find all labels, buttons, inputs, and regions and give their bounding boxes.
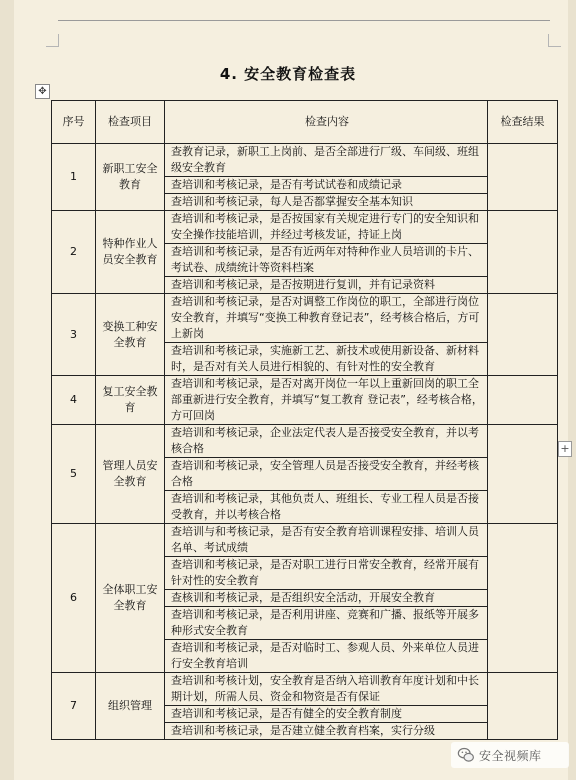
page-gutter-right <box>568 0 576 780</box>
table-row <box>52 425 558 458</box>
cell-content[interactable]: 查培训和考核记录，实施新工艺、新技术或使用新设备、新材料时，是否对有关人员进行相貌的、有针对性的安全教育 <box>165 343 488 376</box>
cell-result[interactable] <box>488 524 558 673</box>
table-row <box>52 294 558 343</box>
table-row <box>52 211 558 244</box>
cell-item[interactable]: 特种作业人员安全教育 <box>96 211 165 294</box>
cell-content[interactable]: 查培训和考核记录，企业法定代表人是否接受安全教育，并以考核合格 <box>165 425 488 458</box>
cell-content[interactable]: 查培训和考核记录，是否对职工进行日常安全教育，经常开展有针对性的安全教育 <box>165 557 488 590</box>
cell-result[interactable] <box>488 211 558 294</box>
header-no[interactable]: 序号 <box>52 101 96 144</box>
table-body <box>52 144 558 740</box>
inspection-table <box>51 100 558 740</box>
document-title: 4. 安全教育检查表 <box>219 65 357 83</box>
cell-content[interactable]: 查培训和考核记录，是否按国家有关规定进行专门的安全知识和安全操作技能培训，并经过考核发证，持证上岗 <box>165 211 488 244</box>
table-move-handle-icon[interactable]: ✥ <box>35 84 50 99</box>
cell-no[interactable]: 1 <box>52 144 96 211</box>
cell-item[interactable]: 新职工安全教育 <box>96 144 165 211</box>
table-row <box>52 376 558 425</box>
cell-no[interactable]: 3 <box>52 294 96 376</box>
cell-result[interactable] <box>488 673 558 740</box>
cell-content[interactable]: 查培训和考核记录，是否按期进行复训，并有记录资料 <box>165 277 488 294</box>
cell-content[interactable]: 查培训和考核记录，其他负责人、班组长、专业工程人员是否接受教育，并以考核合格 <box>165 491 488 524</box>
cell-item[interactable]: 组织管理 <box>96 673 165 740</box>
margin-corner-mark <box>548 34 561 47</box>
cell-content[interactable]: 查培训和考核记录，是否利用讲座、竞赛和广播、报纸等开展多种形式安全教育 <box>165 607 488 640</box>
cell-content[interactable]: 查培训和考核记录，是否对临时工、参观人员、外来单位人员进行安全教育培训 <box>165 640 488 673</box>
cell-content[interactable]: 查培训和考核记录，是否对离开岗位一年以上重新回岗的职工全部重新进行安全教育，并填写“复工教育 登记表”，经考核合格，方可回岗 <box>165 376 488 425</box>
cell-content[interactable]: 查培训和考核记录，是否有健全的安全教育制度 <box>165 706 488 723</box>
cell-content[interactable]: 查培训和考核记录，安全管理人员是否接受安全教育，并经考核合格 <box>165 458 488 491</box>
margin-corner-mark <box>46 34 59 47</box>
cell-item[interactable]: 全体职工安全教育 <box>96 524 165 673</box>
watermark <box>451 742 569 768</box>
table-row <box>52 673 558 706</box>
cell-item[interactable]: 变换工种安全教育 <box>96 294 165 376</box>
header-result[interactable]: 检查结果 <box>488 101 558 144</box>
cell-no[interactable]: 6 <box>52 524 96 673</box>
header-content[interactable]: 检查内容 <box>165 101 488 144</box>
cell-content[interactable]: 查培训和考核记录，是否有考试试卷和成绩记录 <box>165 177 488 194</box>
cell-result[interactable] <box>488 376 558 425</box>
header-item[interactable]: 检查项目 <box>96 101 165 144</box>
table-row <box>52 524 558 557</box>
header-rule <box>58 20 550 21</box>
wechat-icon <box>457 746 475 764</box>
cell-content[interactable]: 查核训和考核记录，是否组织安全活动，开展安全教育 <box>165 590 488 607</box>
cell-content[interactable]: 查培训和考核记录，每人是否都掌握安全基本知识 <box>165 194 488 211</box>
cell-content[interactable]: 查培训与和考核记录，是否有安全教育培训课程安排、培训人员名单、考试成绩 <box>165 524 488 557</box>
cell-no[interactable]: 4 <box>52 376 96 425</box>
cell-no[interactable]: 2 <box>52 211 96 294</box>
cell-item[interactable]: 管理人员安全教育 <box>96 425 165 524</box>
watermark-text: 安全视频库 <box>479 748 542 763</box>
cell-result[interactable] <box>488 425 558 524</box>
cell-item[interactable]: 复工安全教育 <box>96 376 165 425</box>
cell-result[interactable] <box>488 144 558 211</box>
page-gutter-left <box>0 0 14 780</box>
cell-content[interactable]: 查培训和考核记录，是否有近两年对特种作业人员培训的卡片、考试卷、成绩统计等资料档案 <box>165 244 488 277</box>
add-column-icon[interactable]: + <box>558 441 572 457</box>
cell-no[interactable]: 7 <box>52 673 96 740</box>
table-header-row <box>52 101 558 144</box>
cell-content[interactable]: 查培训和考核记录，是否对调整工作岗位的职工，全部进行岗位安全教育，并填写“变换工种教育登记表”，经考核合格后，方可上新岗 <box>165 294 488 343</box>
cell-content[interactable]: 查教育记录，新职工上岗前、是否全部进行厂级、车间级、班组级安全教育 <box>165 144 488 177</box>
table-row <box>52 144 558 177</box>
cell-content[interactable]: 查培训和考核记录，是否建立健全教育档案，实行分级 <box>165 723 488 740</box>
cell-result[interactable] <box>488 294 558 376</box>
cell-no[interactable]: 5 <box>52 425 96 524</box>
cell-content[interactable]: 查培训和考核计划，安全教育是否纳入培训教育年度计划和中长期计划，所需人员、资金和物资是否有保证 <box>165 673 488 706</box>
